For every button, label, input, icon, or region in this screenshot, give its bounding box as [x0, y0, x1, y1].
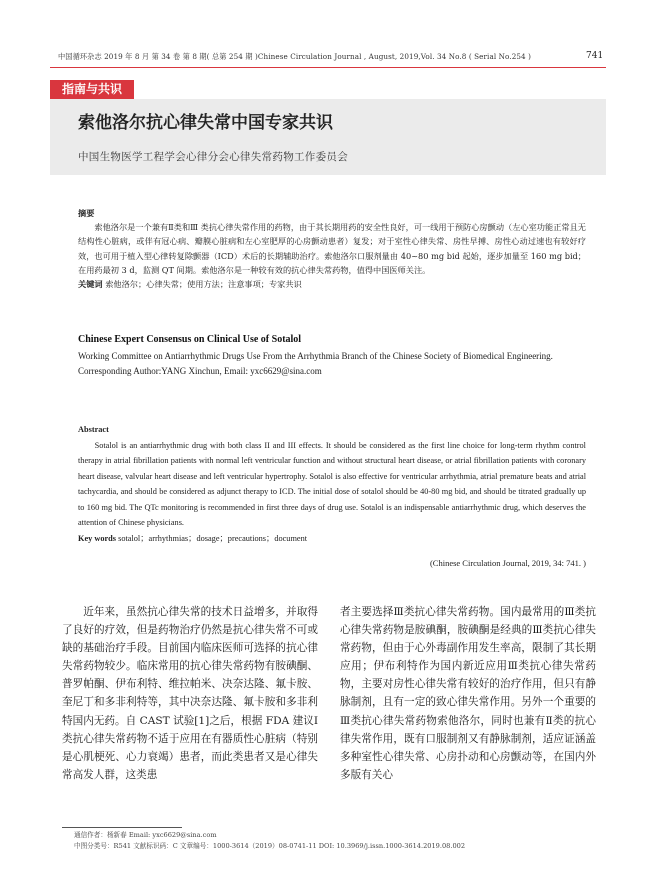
english-affiliation-block: [78, 349, 586, 379]
chinese-abstract: [78, 206, 586, 291]
english-abstract-body: Sotalol is an antiarrhythmic drug with both class II and III effects. It should be considered as the first line choice for long-term rhythm control therapy in atrial fibrillation patients with normal left ventricular function and without structural heart disease, or atrial fibrillation patients with coronary heart disease, valvular heart disease and left ventricular hypertrophy. Sotalol is also effective for ventricular arrhythmia, atrial premature beats and atrial tachycardia, and should be considered as adjunct therapy to ICD. The initial dose of sotalol should be 40-80 mg bid, and should be titrated gradually up to 160 mg bid. The QTc monitoring is recommended in first three days of drug use. Sotalol is an indispensable antiarrhythmic drug, which deserves the attention of Chinese physicians.: [78, 440, 586, 527]
chinese-authors: 中国生物医学工程学会心律分会心律失常药物工作委员会: [78, 151, 348, 163]
page-number: 741: [586, 51, 604, 61]
keywords-line: [78, 277, 586, 291]
abstract-label: 摘要: [78, 208, 95, 218]
footnote-correspondence: 通信作者：杨新春 Email: yxc6629@sina.com: [74, 831, 217, 839]
body-column-right: 者主要选择Ⅲ类抗心律失常药物。国内最常用的Ⅲ类抗心律失常药物是胺碘酮，胺碘酮是经典的Ⅲ类抗心律失常药物，但由于心外毒副作用发生率高，限制了其长期应用；伊布利特作为国内新近应用Ⅲ类抗心律失常药物，主要对房性心律失常有较好的治疗作用，但只有静脉制剂，且有一定的致心律失常作用。另外一个重要的Ⅲ类抗心律失常药物索他洛尔，同时也兼有Ⅱ类的抗心律失常作用，既有口服制剂又有静脉制剂，适应证涵盖多种室性心律失常、心房扑动和心房颤动等，在国内外多版有关心: [340, 606, 596, 781]
english-keywords-line: [78, 531, 586, 547]
english-title: Chinese Expert Consensus on Clinical Use of Sotalol: [78, 334, 302, 345]
footer-rule: [62, 827, 182, 828]
body-column-left: 近年来，虽然抗心律失常的技术日益增多，并取得了良好的疗效，但是药物治疗仍然是抗心律失常不可或缺的基础治疗手段。目前国内临床医师可选择的抗心律失常药物较少。临床常用的抗心律失常药物有胺碘酮、普罗帕酮、伊布利特、维拉帕米、决奈达隆、氟卡胺、奎尼丁和多非利特等，其中决奈达隆、氟卡胺和多非利特国内无药。自 CAST 试验[1]之后，根据 FDA 建议Ⅰ类抗心律失常药物不适于应用在有器质性心脏病（特别是心肌梗死、心力衰竭）患者，而此类患者又是心律失常高发人群，这类患: [62, 606, 318, 781]
footnote-classification: 中图分类号：R541 文献标识码：C 文章编号：1000-3614（2019）08-0741-11 DOI: 10.3969/j.issn.1000-3614.2019.08.002: [74, 842, 466, 850]
keywords-text: 索他洛尔；心律失常；使用方法；注意事项；专家共识: [105, 279, 302, 290]
abstract-body: 索他洛尔是一个兼有Ⅱ类和Ⅲ 类抗心律失常作用的药物，由于其长期用药的安全性良好，可一线用于预防心房颤动（左心室功能正常且无结构性心脏病，或伴有冠心病、瓣膜心脏病和左心室肥厚的心房颤动患者）复发；对于室性心律失常、房性早搏、房性心动过速也有较好疗效，也可用于植入型心律转复除颤器（ICD）术后的长期辅助治疗。索他洛尔口服剂量由 40~80 mg bid 起始，逐步加量至 160 mg bid；在用药最初 3 d，监测 QT 间期。索他洛尔是一种较有效的抗心律失常药物，值得中国医师关注。: [78, 222, 586, 275]
english-keywords-label: Key words: [78, 533, 117, 543]
english-keywords-text: sotalol；arrhythmias；dosage；precautions；document: [118, 533, 308, 543]
section-tag: 指南与共识: [50, 80, 134, 99]
header-rule: [50, 67, 606, 68]
running-header: 中国循环杂志 2019 年 8 月 第 34 卷 第 8 期( 总第 254 期 )Chinese Circulation Journal , August, 2019,Vol. 34 No.8 ( Serial No.254 ): [58, 52, 531, 61]
english-affiliation: Working Committee on Antiarrhythmic Drugs Use From the Arrhythmia Branch of the Chinese Society of Biomedical Engineering.: [78, 351, 553, 361]
english-abstract: [78, 422, 586, 546]
footnote: [74, 830, 465, 852]
chinese-title: 索他洛尔抗心律失常中国专家共识: [78, 113, 333, 133]
keywords-label: 关键词: [78, 279, 103, 290]
corresponding-author: Corresponding Author:YANG Xinchun, Email: yxc6629@sina.com: [78, 366, 322, 376]
english-abstract-label: Abstract: [78, 425, 109, 434]
citation: (Chinese Circulation Journal, 2019, 34: 741. ): [429, 558, 586, 568]
